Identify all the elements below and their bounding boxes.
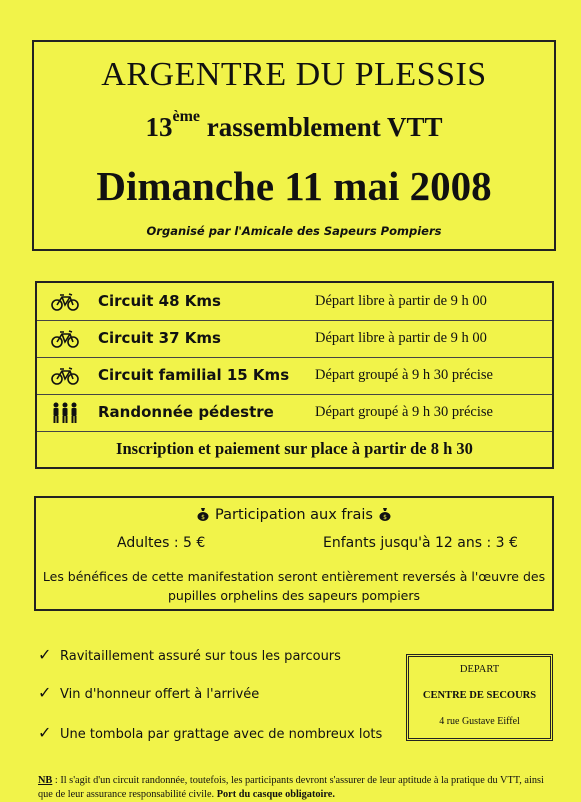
checklist-label: Ravitaillement assuré sur tous les parcours [60, 649, 341, 664]
edition-number: 13 [145, 112, 173, 142]
circuit-row [37, 357, 552, 395]
circuit-name: Randonnée pédestre [98, 403, 274, 421]
circuit-row [37, 320, 552, 358]
walkers-icon [51, 402, 79, 424]
circuit-name: Circuit 48 Kms [98, 292, 221, 310]
event-title [34, 108, 554, 143]
checkmark-icon: ✓ [38, 645, 52, 664]
svg-text:$: $ [383, 514, 387, 521]
bicycle-icon [51, 366, 79, 386]
money-bag-icon [197, 507, 209, 521]
checklist-item [38, 645, 341, 664]
note-text: : Il s'agit d'un circuit randonnée, toutefois, les participants devront s'assurer de leur aptitude à la pratique du VTT, ainsi que de leur assurance responsabilité civile. [38, 775, 544, 800]
adult-price: Adultes : 5 € [117, 535, 206, 551]
circuit-depart: Départ libre à partir de 9 h 00 [315, 293, 487, 309]
event-name: rassemblement VTT [200, 112, 443, 142]
inscription-text: Inscription et paiement sur place à partir de 8 h 30 [116, 439, 473, 458]
footnote [38, 774, 550, 802]
circuits-box [35, 281, 554, 469]
circuit-depart: Départ libre à partir de 9 h 00 [315, 330, 487, 346]
child-price: Enfants jusqu'à 12 ans : 3 € [323, 535, 518, 551]
checkmark-icon: ✓ [38, 683, 52, 702]
participation-heading-row [36, 507, 552, 523]
edition-suffix: ème [172, 108, 201, 125]
bicycle-icon [51, 292, 79, 312]
circuit-name: Circuit 37 Kms [98, 329, 221, 347]
circuit-depart: Départ groupé à 9 h 30 précise [315, 367, 493, 383]
organizer-line: Organisé par l'Amicale des Sapeurs Pompiers [146, 224, 442, 238]
svg-text:$: $ [201, 514, 205, 521]
checklist-label: Une tombola par grattage avec de nombreux lots [60, 727, 383, 742]
benefits-text: Les bénéfices de cette manifestation seront entièrement reversés à l'œuvre des pupilles orphelins des sapeurs pompiers [42, 569, 546, 603]
depart-place: CENTRE DE SECOURS [422, 690, 537, 701]
circuit-depart: Départ groupé à 9 h 30 précise [315, 404, 493, 420]
checklist-item [38, 723, 382, 742]
town-title: ARGENTRE DU PLESSIS [101, 56, 487, 93]
checkmark-icon: ✓ [38, 723, 52, 742]
depart-box [406, 654, 553, 741]
title-box [32, 40, 556, 251]
depart-label: DEPART [459, 664, 500, 675]
depart-address: 4 rue Gustave Eiffel [439, 716, 520, 727]
circuit-row [37, 394, 552, 432]
circuit-name: Circuit familial 15 Kms [98, 366, 290, 384]
note-label: NB [38, 775, 53, 786]
note-emphasis: Port du casque obligatoire. [216, 789, 335, 800]
participation-heading: Participation aux frais [215, 507, 373, 523]
checklist-item [38, 683, 259, 702]
money-bag-icon [379, 507, 391, 521]
event-date: Dimanche 11 mai 2008 [96, 163, 492, 209]
participation-box [34, 496, 554, 611]
bicycle-icon [51, 329, 79, 349]
circuit-row [37, 283, 552, 321]
checklist-label: Vin d'honneur offert à l'arrivée [60, 687, 260, 702]
